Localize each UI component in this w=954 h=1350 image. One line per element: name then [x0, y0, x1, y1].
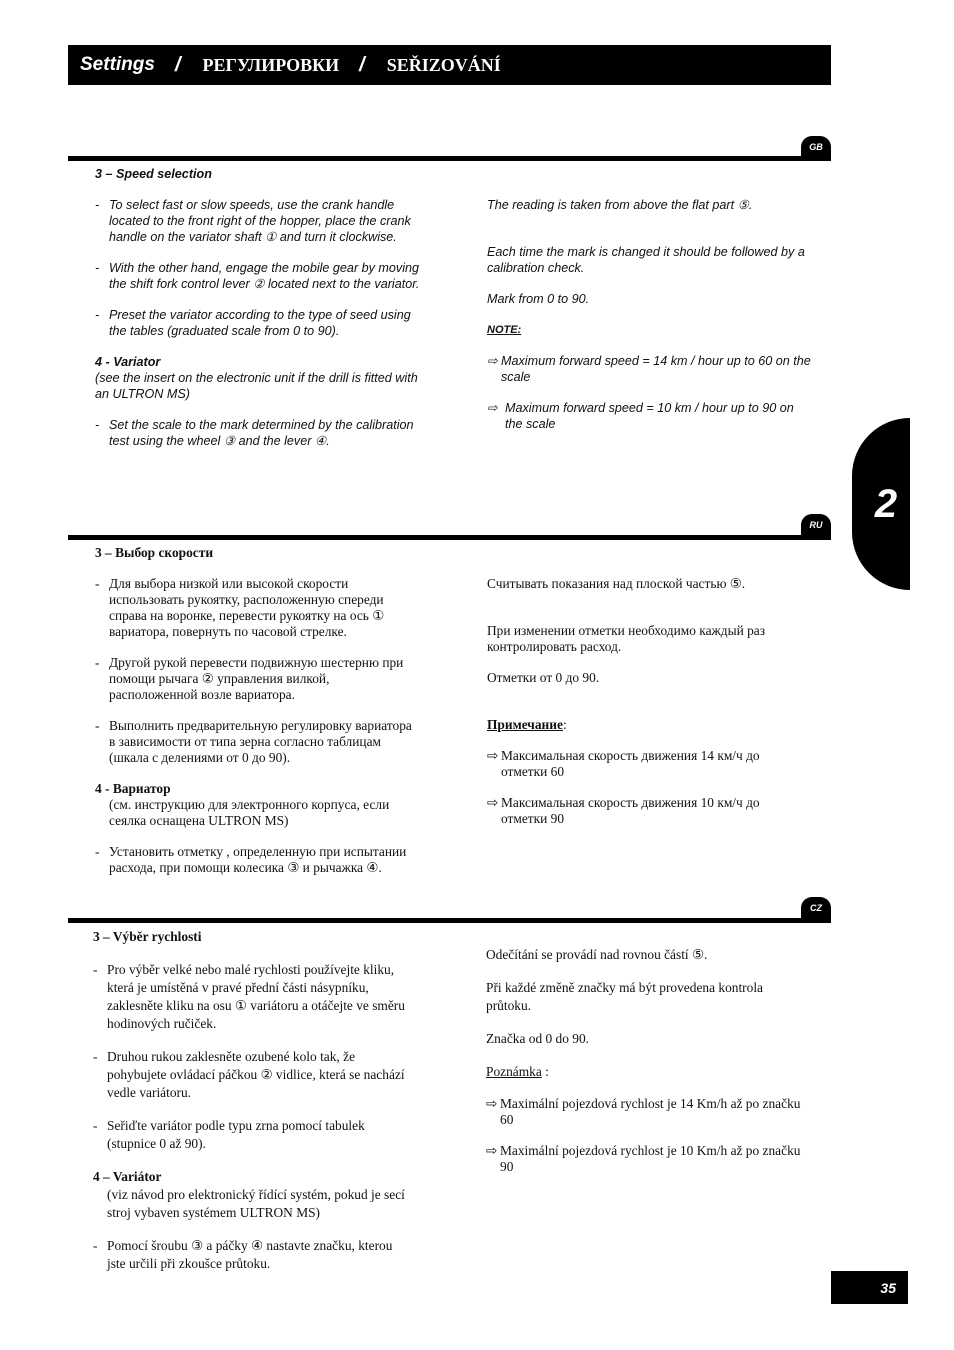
list-item: - Для выбора низкой или высокой скорости использовать рукоятку, расположенную спереди справа на воронке, перевести рукоятку на ось ① вариатора, повернуть по часовой стрелке.	[95, 576, 385, 639]
note-item: ⇨ Maximum forward speed = 10 km / hour up to 90 on the scale	[487, 401, 794, 431]
language-badge-cz: CZ	[801, 897, 831, 919]
list-item: - Установить отметку , определенную при испытании расхода, при помощи колесика ③ и рычажка ④.	[95, 844, 407, 875]
list-item: - To select fast or slow speeds, use the crank handle located to the front right of the hopper, place the crank handle on the variator shaft ① and turn it clockwise.	[95, 198, 411, 244]
gb-left-column	[95, 166, 425, 449]
arrow-right-icon: ⇨	[487, 748, 499, 763]
title-en: Settings	[80, 54, 155, 75]
ru-left-column	[95, 545, 420, 876]
note-item: ⇨ Maximum forward speed = 14 km / hour up to 60 on the scale	[487, 354, 811, 384]
gb-right-column	[487, 197, 812, 432]
gb-note-label: NOTE:	[487, 324, 522, 336]
cz-note-label: Poznámka	[486, 1064, 542, 1079]
section-rule-ru	[68, 535, 831, 540]
cz-heading2: 4 – Variátor	[93, 1169, 162, 1184]
gb-right-p2: Each time the mark is changed it should be followed by a calibration check.	[487, 245, 805, 275]
gb-subnote: (see the insert on the electronic unit if the drill is fitted with an ULTRON MS)	[95, 371, 418, 401]
section-rule-cz	[68, 918, 831, 923]
list-item: - Pomocí šroubu ③ a páčky ④ nastavte značku, kterou jste určili při zkoušce průtoku.	[93, 1238, 393, 1271]
ru-right-column	[487, 576, 802, 827]
note-item: ⇨ Максимальная скорость движения 10 км/ч до отметки 90	[487, 795, 760, 826]
section-rule-gb	[68, 156, 831, 161]
title-cz: SEŘIZOVÁNÍ	[386, 54, 501, 75]
cz-right-p1: Odečítání se provádí nad rovnou částí ⑤.	[486, 947, 708, 962]
gb-heading2: 4 - Variator	[95, 355, 161, 369]
cz-right-column	[486, 946, 806, 1175]
list-item: - Pro výběr velké nebo malé rychlosti používejte kliku, která je umístěná v pravé přední části násypníku, zaklesněte kliku na osu ① variátoru a otáčejte ve směru hodinových ručiček.	[93, 962, 405, 1031]
gb-heading: 3 – Speed selection	[95, 167, 212, 181]
note-item: ⇨ Maximální pojezdová rychlost je 10 Km/h až po značku 90	[486, 1143, 801, 1174]
arrow-right-icon: ⇨	[487, 401, 498, 415]
list-item: - Preset the variator according to the type of seed using the tables (graduated scale from 0 to 90).	[95, 308, 411, 338]
header-banner	[68, 45, 831, 85]
list-item: - Seřiďte variátor podle typu zrna pomocí tabulek (stupnice 0 až 90).	[93, 1118, 365, 1151]
cz-note: Poznámka :	[486, 1064, 549, 1079]
cz-heading: 3 – Výběr rychlosti	[93, 929, 202, 944]
chapter-tab: 2	[852, 418, 910, 590]
arrow-right-icon: ⇨	[486, 1096, 498, 1111]
note-item: ⇨ Maximální pojezdová rychlost je 14 Km/h až po značku 60	[486, 1096, 801, 1127]
cz-right-p3: Značka od 0 do 90.	[486, 1031, 590, 1046]
list-item: - Выполнить предварительную регулировку вариатора в зависимости от типа зерна согласно таблицам (шкала с делениями от 0 до 90).	[95, 718, 412, 765]
list-item: - With the other hand, engage the mobile gear by moving the shift fork control lever ② located next to the variator.	[95, 261, 420, 291]
ru-right-p2: При изменении отметки необходимо каждый раз контролировать расход.	[487, 623, 766, 654]
cz-right-p2: Při každé změně značky má být provedena kontrola průtoku.	[486, 980, 763, 1013]
cz-subnote: (viz návod pro elektronický řídící systém, pokud je secí stroj vybaven systémem ULTRON MS)	[107, 1187, 405, 1220]
ru-note: Примечание:	[487, 717, 567, 732]
language-badge-ru: RU	[801, 514, 831, 536]
arrow-right-icon: ⇨	[487, 795, 499, 810]
list-item: - Druhou rukou zaklesněte ozubené kolo tak, že pohybujete ovládací páčkou ② vidlice, která se nachází vedle variátoru.	[93, 1049, 405, 1100]
title-ru: РЕГУЛИРОВКИ	[202, 54, 340, 75]
ru-heading2: 4 - Вариатор	[95, 781, 171, 796]
title-separator: /	[359, 53, 365, 76]
language-badge-gb: GB	[801, 136, 831, 158]
ru-note-label: Примечание	[487, 717, 563, 732]
list-item: - Set the scale to the mark determined by the calibration test using the wheel ③ and the lever ④.	[95, 418, 414, 448]
ru-subnote: (см. инструкцию для электронного корпуса, если сеялка оснащена ULTRON MS)	[109, 797, 390, 828]
cz-left-column	[93, 928, 413, 1273]
gb-right-p3: Mark from 0 to 90.	[487, 292, 590, 306]
ru-right-p1: Считывать показания над плоской частью ⑤.	[487, 576, 746, 591]
ru-heading: 3 – Выбор скорости	[95, 545, 214, 560]
gb-right-p1: The reading is taken from above the flat part ⑤.	[487, 198, 753, 212]
title-separator: /	[174, 53, 181, 76]
arrow-right-icon: ⇨	[487, 354, 498, 368]
ru-right-p3: Отметки от 0 до 90.	[487, 670, 600, 685]
list-item: - Другой рукой перевести подвижную шестерню при помощи рычага ② управления вилкой, расположенной возле вариатора.	[95, 655, 404, 702]
arrow-right-icon: ⇨	[486, 1143, 498, 1158]
page-number: 35	[831, 1271, 908, 1304]
note-item: ⇨ Максимальная скорость движения 14 км/ч до отметки 60	[487, 748, 760, 779]
